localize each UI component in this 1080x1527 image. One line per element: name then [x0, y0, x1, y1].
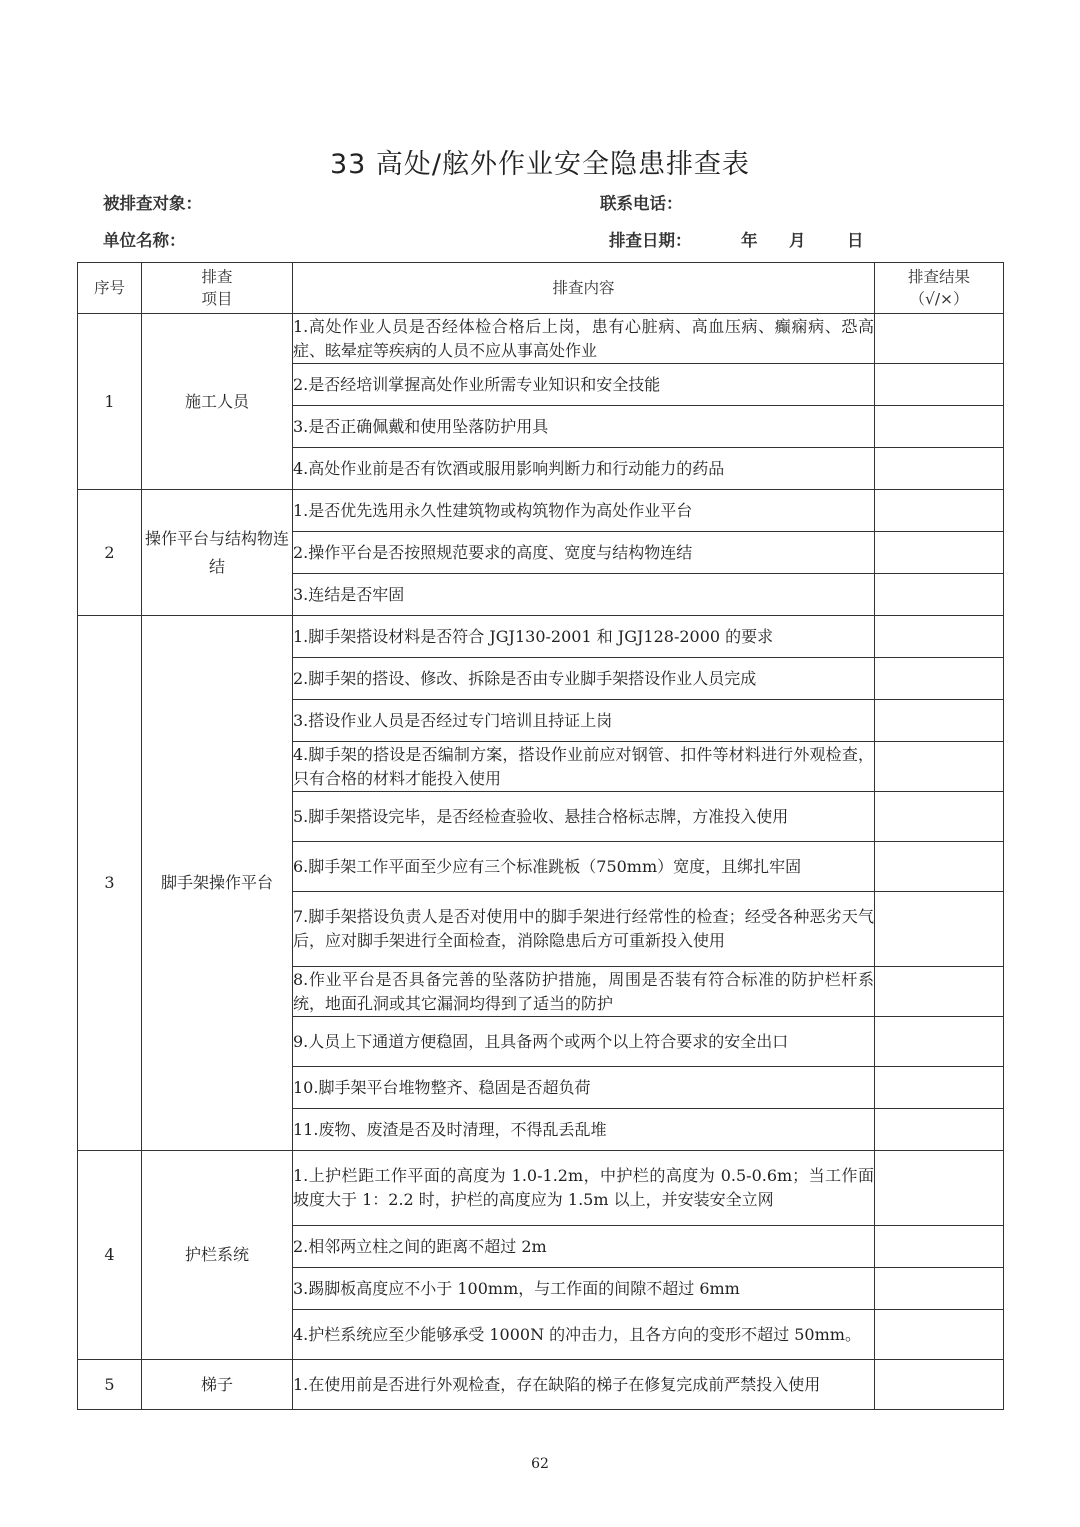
result-cell[interactable]	[875, 892, 1004, 967]
header-item	[142, 263, 293, 314]
header-item-line1: 排查	[201, 268, 233, 286]
page-title: 33 高处/舷外作业安全隐患排查表	[329, 149, 751, 180]
row-number: 3	[78, 616, 142, 1151]
inspection-item: 1.脚手架搭设材料是否符合 JGJ130-2001 和 JGJ128-2000 的要求	[293, 616, 875, 658]
inspection-table	[77, 262, 1004, 1410]
header-result-line1: 排查结果	[907, 268, 970, 286]
result-cell[interactable]	[875, 658, 1004, 700]
result-cell[interactable]	[875, 574, 1004, 616]
result-cell[interactable]	[875, 364, 1004, 406]
result-cell[interactable]	[875, 490, 1004, 532]
result-cell[interactable]	[875, 842, 1004, 892]
inspection-category: 护栏系统	[142, 1151, 293, 1360]
row-number: 5	[78, 1360, 142, 1410]
unit-name-label: 单位名称：	[103, 231, 186, 250]
result-cell[interactable]	[875, 1310, 1004, 1360]
inspection-category: 脚手架操作平台	[142, 616, 293, 1151]
row-number: 2	[78, 490, 142, 616]
header-result-line2: （√/×）	[909, 290, 969, 308]
inspection-item: 1.是否优先选用永久性建筑物或构筑物作为高处作业平台	[293, 490, 875, 532]
result-cell[interactable]	[875, 406, 1004, 448]
result-cell[interactable]	[875, 1017, 1004, 1067]
table-row	[78, 490, 1004, 532]
inspection-item: 1.高处作业人员是否经体检合格后上岗，患有心脏病、高血压病、癫痫病、恐高症、眩晕症等疾病的人员不应从事高处作业	[293, 314, 875, 364]
table-row	[78, 1360, 1004, 1410]
result-cell[interactable]	[875, 967, 1004, 1017]
inspection-item: 3.是否正确佩戴和使用坠落防护用具	[293, 406, 875, 448]
result-cell[interactable]	[875, 532, 1004, 574]
inspection-item: 2.是否经培训掌握高处作业所需专业知识和安全技能	[293, 364, 875, 406]
table-body	[78, 314, 1004, 1410]
inspection-item: 6.脚手架工作平面至少应有三个标准跳板（750mm）宽度，且绑扎牢固	[293, 842, 875, 892]
table-row	[78, 1151, 1004, 1226]
inspection-category: 操作平台与结构物连结	[142, 490, 293, 616]
inspection-item: 3.搭设作业人员是否经过专门培训且持证上岗	[293, 700, 875, 742]
table-row	[78, 314, 1004, 364]
inspection-item: 4.护栏系统应至少能够承受 1000N 的冲击力，且各方向的变形不超过 50mm。	[293, 1310, 875, 1360]
result-cell[interactable]	[875, 792, 1004, 842]
inspection-item: 5.脚手架搭设完毕，是否经检查验收、悬挂合格标志牌，方准投入使用	[293, 792, 875, 842]
row-number: 1	[78, 314, 142, 490]
date-day-label: 日	[847, 231, 864, 250]
phone-label: 联系电话：	[600, 194, 683, 213]
inspection-category: 施工人员	[142, 314, 293, 490]
header-no: 序号	[78, 263, 142, 314]
result-cell[interactable]	[875, 1151, 1004, 1226]
header-item-line2: 项目	[201, 290, 233, 308]
inspection-item: 7.脚手架搭设负责人是否对使用中的脚手架进行经常性的检查；经受各种恶劣天气后，应对脚手架进行全面检查，消除隐患后方可重新投入使用	[293, 892, 875, 967]
table-header-row	[78, 263, 1004, 314]
date-month-label: 月	[789, 231, 806, 250]
row-number: 4	[78, 1151, 142, 1360]
header-result	[875, 263, 1004, 314]
inspection-item: 2.操作平台是否按照规范要求的高度、宽度与结构物连结	[293, 532, 875, 574]
result-cell[interactable]	[875, 314, 1004, 364]
inspection-item: 10.脚手架平台堆物整齐、稳固是否超负荷	[293, 1067, 875, 1109]
result-cell[interactable]	[875, 616, 1004, 658]
result-cell[interactable]	[875, 1067, 1004, 1109]
inspection-date-label: 排查日期：	[609, 231, 692, 250]
inspection-item: 2.相邻两立柱之间的距离不超过 2m	[293, 1226, 875, 1268]
result-cell[interactable]	[875, 448, 1004, 490]
result-cell[interactable]	[875, 1268, 1004, 1310]
inspection-item: 3.连结是否牢固	[293, 574, 875, 616]
result-cell[interactable]	[875, 700, 1004, 742]
inspection-category: 梯子	[142, 1360, 293, 1410]
inspection-item: 1.上护栏距工作平面的高度为 1.0-1.2m，中护栏的高度为 0.5-0.6m；当工作面坡度大于 1：2.2 时，护栏的高度应为 1.5m 以上，并安装安全立网	[293, 1151, 875, 1226]
inspection-item: 2.脚手架的搭设、修改、拆除是否由专业脚手架搭设作业人员完成	[293, 658, 875, 700]
header-content: 排查内容	[293, 263, 875, 314]
table-row	[78, 616, 1004, 658]
inspection-item: 4.高处作业前是否有饮酒或服用影响判断力和行动能力的药品	[293, 448, 875, 490]
inspection-item: 8.作业平台是否具备完善的坠落防护措施，周围是否装有符合标准的防护栏杆系统，地面孔洞或其它漏洞均得到了适当的防护	[293, 967, 875, 1017]
inspected-target-label: 被排查对象：	[103, 194, 202, 213]
page-number: 62	[531, 1456, 549, 1472]
result-cell[interactable]	[875, 742, 1004, 792]
inspection-item: 4.脚手架的搭设是否编制方案，搭设作业前应对钢管、扣件等材料进行外观检查，只有合格的材料才能投入使用	[293, 742, 875, 792]
date-year-label: 年	[741, 231, 758, 250]
inspection-item: 3.踢脚板高度应不小于 100mm，与工作面的间隙不超过 6mm	[293, 1268, 875, 1310]
inspection-item: 9.人员上下通道方便稳固，且具备两个或两个以上符合要求的安全出口	[293, 1017, 875, 1067]
result-cell[interactable]	[875, 1226, 1004, 1268]
result-cell[interactable]	[875, 1360, 1004, 1410]
result-cell[interactable]	[875, 1109, 1004, 1151]
inspection-item: 1.在使用前是否进行外观检查，存在缺陷的梯子在修复完成前严禁投入使用	[293, 1360, 875, 1410]
inspection-item: 11.废物、废渣是否及时清理，不得乱丢乱堆	[293, 1109, 875, 1151]
